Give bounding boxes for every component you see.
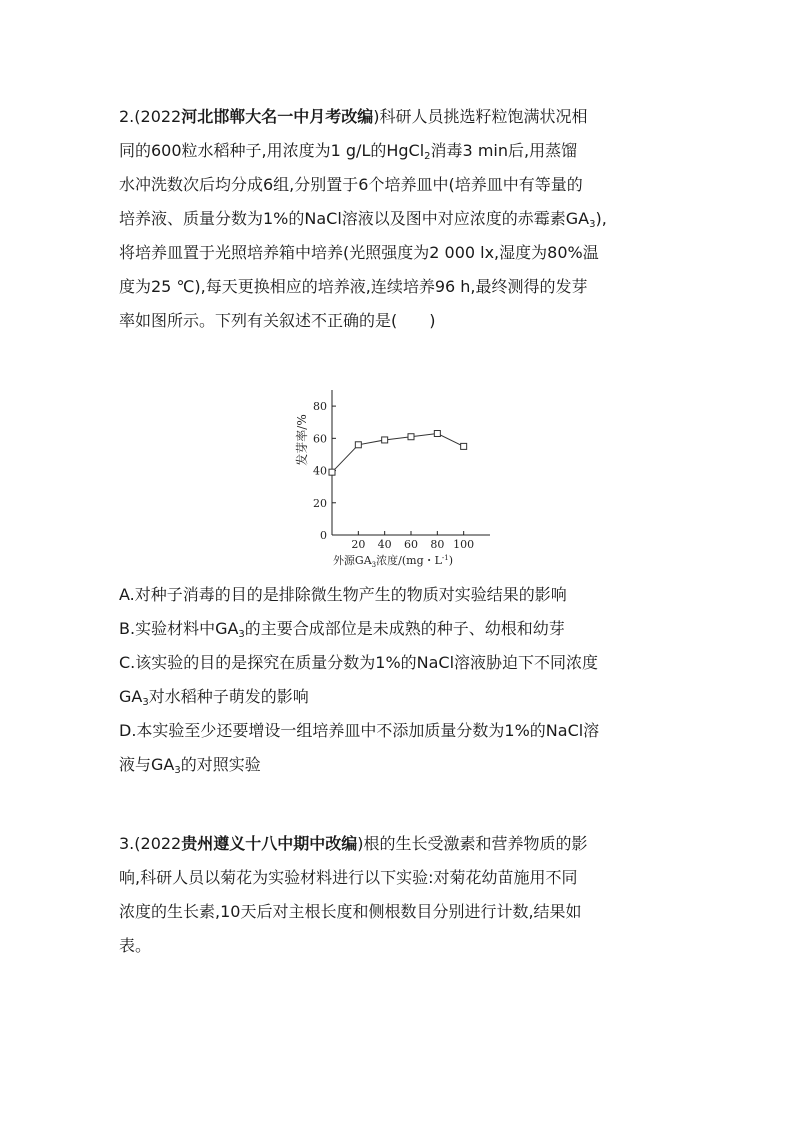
option-a: A.对种子消毒的目的是排除微生物产生的物质对实验结果的影响	[119, 585, 567, 604]
question-3-line-1: 3.(2022贵州遵义十八中期中改编)根的生长受激素和营养物质的影	[119, 834, 588, 853]
question-2-line-4: 培养液、质量分数为1%的NaCl溶液以及图中对应浓度的赤霉素$GA_3$),	[119, 209, 607, 230]
question-3-source: 贵州遵义十八中期中改编	[181, 834, 358, 853]
data-point	[408, 434, 414, 440]
data-point	[355, 442, 361, 448]
germination-rate-chart	[290, 380, 510, 570]
data-point	[434, 431, 440, 437]
option-d-line-1: D.本实验至少还要增设一组培养皿中不添加质量分数为1%的NaCl溶	[119, 721, 600, 740]
question-2-line-1: 2.(2022河北邯郸大名一中月考改编)科研人员挑选籽粒饱满状况相	[119, 107, 588, 126]
option-c-line-2: $GA_3$对水稻种子萌发的影响	[119, 687, 309, 708]
data-point	[461, 443, 467, 449]
x-axis-label: 外源$GA_3$浓度/(mg・$L^{-1}$)	[332, 554, 454, 569]
data-point	[382, 437, 388, 443]
option-b: B.实验材料中$GA_3$的主要合成部位是未成熟的种子、幼根和幼芽	[119, 619, 565, 640]
question-3	[119, 827, 685, 963]
question-2-line-3: 水冲洗数次后均分成6组,分别置于6个培养皿中(培养皿中有等量的	[119, 175, 583, 194]
x-tick-label: 80	[430, 538, 445, 551]
x-tick-label: 100	[453, 538, 475, 551]
y-tick-label: 80	[313, 400, 327, 414]
y-tick-label: 40	[313, 464, 327, 478]
answer-options	[119, 578, 685, 782]
question-2-line-6: 度为25 ℃),每天更换相应的培养液,连续培养96 h,最终测得的发芽	[119, 277, 588, 296]
data-point	[329, 469, 335, 475]
question-2-line-7: 率如图所示。下列有关叙述不正确的是( )	[119, 311, 436, 330]
x-tick-label: 40	[377, 538, 392, 551]
option-d-line-2: 液与$GA_3$的对照实验	[119, 755, 261, 776]
option-c-line-1: C.该实验的目的是探究在质量分数为1%的NaCl溶液胁迫下不同浓度	[119, 653, 599, 672]
y-axis-label: 发芽率/%	[295, 414, 309, 466]
question-2-line-5: 将培养皿置于光照培养箱中培养(光照强度为2 000 lx,湿度为80%温	[119, 243, 599, 262]
question-2	[119, 100, 685, 338]
x-tick-label: 60	[404, 538, 418, 551]
question-2-line-2: 同的600粒水稻种子,用浓度为1 g/L的HgCl$_2$消毒3 min后,用蒸馏	[119, 141, 578, 162]
question-3-line-4: 表。	[119, 936, 152, 955]
y-tick-label: 20	[313, 496, 327, 510]
y-tick-label: 0	[320, 529, 327, 542]
question-2-source: 河北邯郸大名一中月考改编	[181, 107, 374, 126]
x-tick-label: 20	[351, 538, 366, 551]
question-3-line-3: 浓度的生长素,10天后对主根长度和侧根数目分别进行计数,结果如	[119, 902, 582, 921]
series-line	[332, 434, 464, 473]
y-tick-label: 60	[313, 432, 327, 446]
question-3-line-2: 响,科研人员以菊花为实验材料进行以下实验:对菊花幼苗施用不同	[119, 868, 578, 887]
